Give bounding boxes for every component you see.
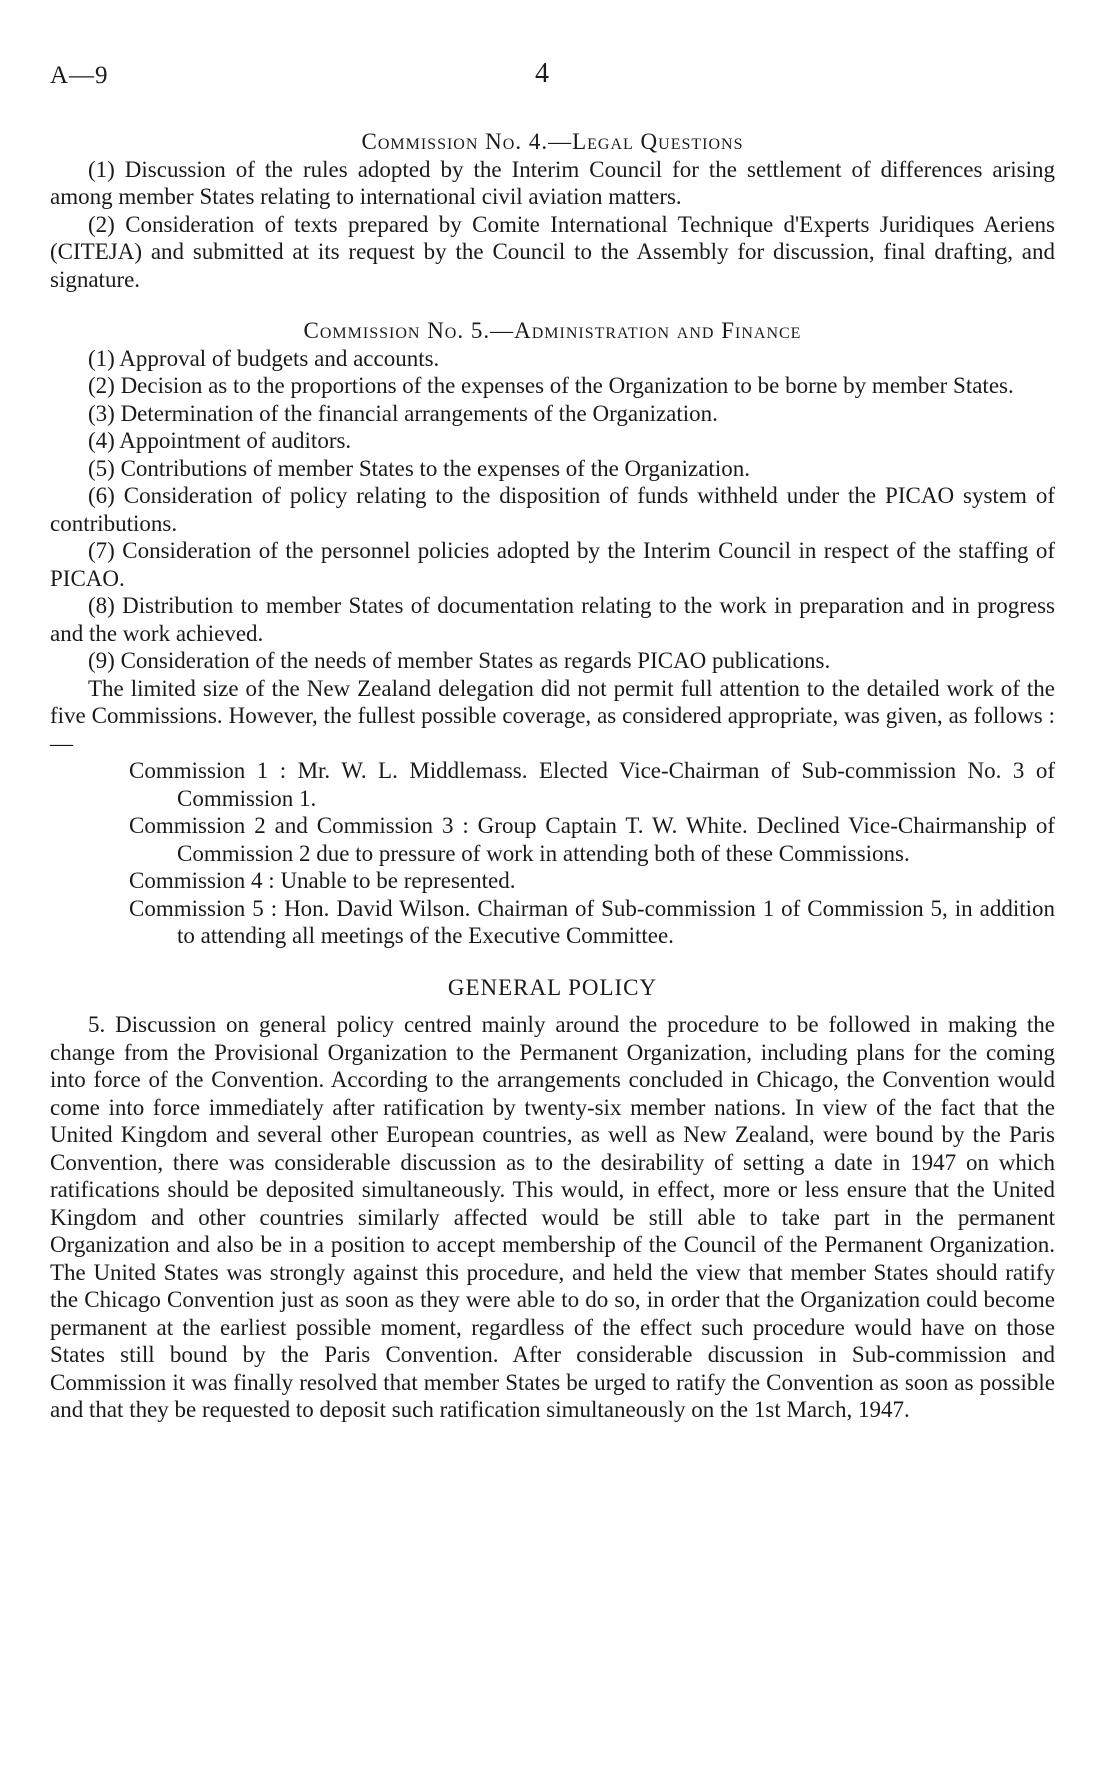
general-policy-heading: GENERAL POLICY <box>447 974 658 1000</box>
commission-4-item-1: (1) Discussion of the rules adopted by the Interim Council for the settlement of differences arising among member States relating to international civil aviation matters. <box>50 156 1055 209</box>
page-header <box>50 58 1064 92</box>
general-policy-paragraph: 5. Discussion on general policy centred mainly around the procedure to be followed in making the change from the Provisional Organization to the Permanent Organization, including plans for the coming into force of the Convention. According to the arrangements concluded in Chicago, the Convention would come into force immediately after ratification by twenty-six member nations. In view of the fact that the United Kingdom and several other European countries, as well as New Zealand, were bound by the Paris Convention, there was considerable discussion as to the desirability of setting a date in 1947 on which ratifications should be deposited simultaneously. This would, in effect, more or less ensure that the United Kingdom and other countries similarly affected would be still able to take part in the permanent Organization and also be in a position to accept membership of the Council of the Permanent Organization. The United States was strongly against this procedure, and held the view that member States should ratify the Chicago Convention just as soon as they were able to do so, in order that the Organization could become permanent at the earliest possible moment, regardless of the effect such procedure would have on those States still bound by the Paris Convention. After considerable discussion in Sub-commission and Commission it was finally resolved that member States be urged to ratify the Convention as soon as possible and that they be requested to deposit such ratification simultaneously on the 1st March, 1947. <box>50 1012 1055 1422</box>
page-content <box>50 128 1055 1424</box>
assignment-commission-1: Commission 1 : Mr. W. L. Middlemass. Elected Vice-Chairman of Sub-commission No. 3 of Commission 1. <box>129 758 1055 811</box>
commission-5-item-3: (3) Determination of the financial arrangements of the Organization. <box>88 400 718 426</box>
assignment-commission-5: Commission 5 : Hon. David Wilson. Chairman of Sub-commission 1 of Commission 5, in addition to attending all meetings of the Executive Committee. <box>129 895 1055 948</box>
commission-5-item-9: (9) Consideration of the needs of member States as regards PICAO publications. <box>88 648 831 673</box>
commission-5-item-5: (5) Contributions of member States to the expenses of the Organization. <box>88 455 750 481</box>
assignment-commission-4: Commission 4 : Unable to be represented. <box>129 868 516 893</box>
commission-5-item-2: (2) Decision as to the proportions of the expenses of the Organization to be borne by member States. <box>88 373 1014 398</box>
page-number: 4 <box>535 58 549 89</box>
commission-5-item-6: (6) Consideration of policy relating to the disposition of funds withheld under the PICAO system of contributions. <box>50 483 1055 536</box>
commission-5-heading: Commission No. 5.—Administration and Finance <box>303 318 802 343</box>
assignment-commission-2-3: Commission 2 and Commission 3 : Group Captain T. W. White. Declined Vice-Chairmanship of Commission 2 due to pressure of work in attending both of these Commissions. <box>129 813 1055 866</box>
commission-4-item-2: (2) Consideration of texts prepared by Comite International Technique d'Experts Juridiques Aeriens (CITEJA) and submitted at its request by the Council to the Assembly for discussion, final drafting, and signature. <box>50 211 1055 292</box>
commission-5-items <box>50 345 1055 675</box>
document-reference: A—9 <box>50 62 109 89</box>
commission-4-heading: Commission No. 4.—Legal Questions <box>361 129 744 154</box>
commission-4-items <box>50 156 1055 294</box>
commission-5-item-7: (7) Consideration of the personnel policies adopted by the Interim Council in respect of the staffing of PICAO. <box>50 538 1055 591</box>
commission-5-item-8: (8) Distribution to member States of documentation relating to the work in preparation and in progress and the work achieved. <box>50 593 1055 646</box>
delegation-intro: The limited size of the New Zealand delegation did not permit full attention to the detailed work of the five Commissions. However, the fullest possible coverage, as considered appropriate, was given, as follows :— <box>50 675 1055 756</box>
delegation-assignments <box>50 757 1055 950</box>
commission-5-item-1: (1) Approval of budgets and accounts. <box>88 345 440 371</box>
commission-5-item-4: (4) Appointment of auditors. <box>88 428 352 453</box>
